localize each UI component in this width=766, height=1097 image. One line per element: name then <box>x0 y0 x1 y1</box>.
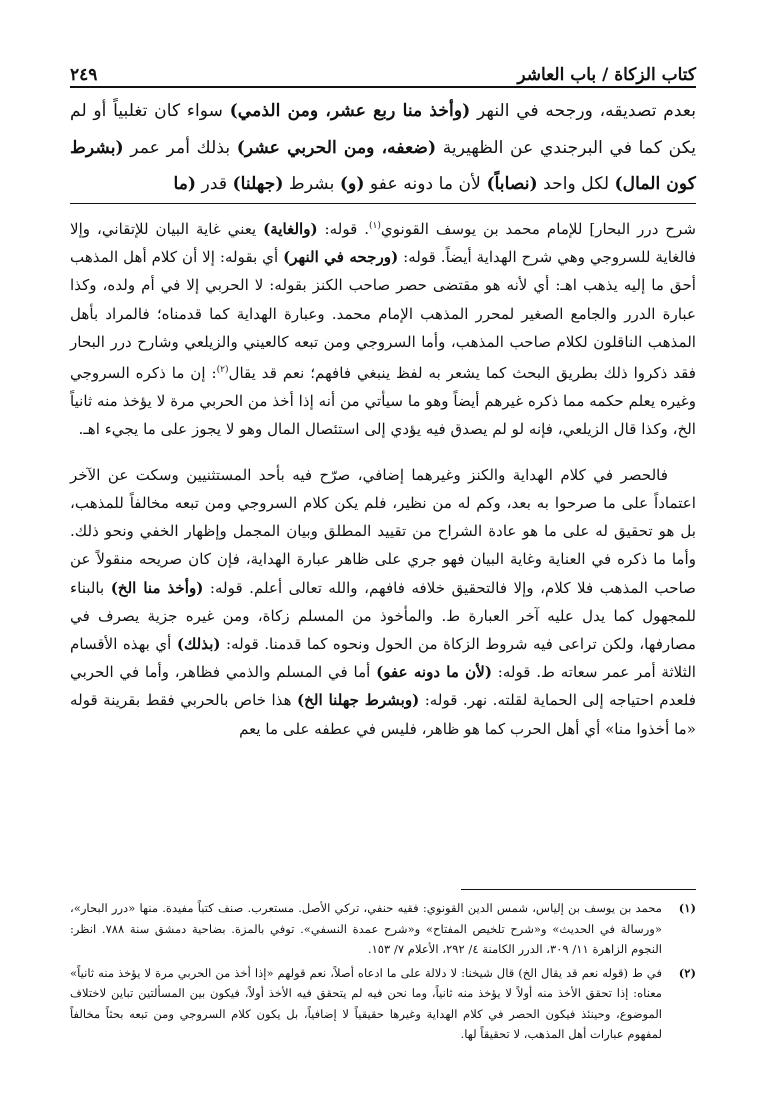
text-run: . قوله: <box>317 220 369 239</box>
footnote-rule <box>461 889 696 890</box>
text-run: بعدم تصديقه، ورجحه في النهر <box>470 101 696 121</box>
text-run: أي بقوله: إلا أن كلام أهل المذهب أحق ما إليه يذهب اهـ: أي لأنه هو مقتضى حصر صاحب الكنز بقوله: لا الحربي إلا في أم ولده، وكذا عبارة الدرر والجامع الصغير لمحرر المذهب الإمام محمد. وعبارة الهداية كما قدمناه؛ فالمراد بأهل المذهب الناقلون لكلام صاحب المذهب، وأما السروجي ومن تبعه كالعيني والزيلعي وشارح درر البحار فقد ذكروا ذلك بطريق البحث كما يشعر به لفظ ينبغي فافهم؛ نعم قد يقال <box>70 248 696 383</box>
sharh-commentary <box>70 212 696 743</box>
text-run: يعني غاية البيان للإتقاني، وإلا فالغاية للسروجي وهي شرح الهداية أيضاً. قوله: <box>70 220 696 267</box>
text-run: : إن ما ذكره السروجي وغيره يعلم حكمه مما ذكره غيرهم أيضاً وهو ما سيأتي من أنه إذا أخذ من الحربي مرة لا يؤخذ منه ثانياً الخ، وكذا قال الزيلعي، فإنه لو لم يصدق فيه يؤدي إلى استئصال المال وهو لا يجوز على ما يجيء اهـ. <box>70 364 696 439</box>
quoted-lemma: (جهلنا) <box>232 174 284 194</box>
quoted-lemma: (و) <box>339 174 365 194</box>
quoted-lemma: (ما <box>173 174 197 194</box>
quoted-lemma: (نصاباً) <box>486 174 538 194</box>
quoted-lemma: (والغاية) <box>263 220 318 239</box>
quoted-lemma: (وأخذ منا الخ) <box>110 578 204 597</box>
text-run: أما في المسلم والذمي فظاهر، وأما في الحربي فلعدم احتياجه إلى الحماية لقلته. نهر. قوله: <box>70 663 696 710</box>
text-run: هذا خاص بالحربي فقط بقرينة قوله «ما أخذوا منا» أي أهل الحرب كما هو ظاهر، فليس في عطفه على ما يعم <box>70 691 696 738</box>
text-run: فالحصر في كلام الهداية والكنز وغيرهما إضافي، صرّح فيه بأحد المستثنيين وسكت عن الآخر اعتماداً على ما صرحوا به بعد، وكم له من نظير، فلم يكن كلام السروجي ومن تبعه مخالفاً للمذهب، بل هو تحقيق له على ما هو عادة الشراح من تقييد المطلق وبيان المجمل وإظهار الخفي ونحو ذلك. وأما ما ذكره في العناية وغاية البيان فهو جري على ظاهر عبارة الهداية، فإن كان صريحه منقولاً عن صاحب المذهب فلا كلام، وإلا فالتحقيق خلافه فافهم، والله تعالى أعلم. قوله: <box>70 465 696 597</box>
text-run: شرح درر البحار] للإمام محمد بن يوسف القونوي <box>380 220 696 239</box>
footnote-marker: (١) <box>678 901 696 915</box>
quoted-lemma: (وبشرط جهلنا الخ) <box>297 691 420 710</box>
text-run: سواء كان تغلبياً أو لم يكن كما في البرجندي عن الظهيرية <box>70 101 696 158</box>
text-run: لأن ما دونه عفو <box>364 174 487 194</box>
footnote-reference: (١) <box>369 221 381 231</box>
quoted-lemma: (وأخذ منا ربع عشر، ومن الذمي) <box>229 101 471 121</box>
quoted-lemma: (ورجحه في النهر) <box>283 248 399 267</box>
footnote-2 <box>70 963 696 1045</box>
footnote-1 <box>70 898 696 960</box>
footnote-text: محمد بن يوسف بن إلياس، شمس الدين القونوي: فقيه حنفي، تركي الأصل. مستعرب. صنف كتباً مفيدة. منها «درر البحار»، «ورسالة في الحديث» و«شرح تلخيص المفتاح» و«شرح عمدة النسفي». توفي بالمزة. بضاحية دمشق سنة ٧٨٨. انظر: النجوم الزاهرة ١١/ ٣٠٩، الدرر الكامنة ٤/ ٢٩٢، الأعلام ٧/ ١٥٣. <box>70 901 662 956</box>
commentary-paragraph-2 <box>70 461 696 743</box>
page-number: ٢٤٩ <box>70 65 98 85</box>
running-title: كتاب الزكاة / باب العاشر <box>517 65 696 85</box>
quoted-lemma: (لأن ما دونه عفو) <box>376 663 493 682</box>
text-run: أي بهذه الأقسام الثلاثة أمر عمر سعاته ط. قوله: <box>70 634 697 682</box>
footnotes <box>70 898 696 1048</box>
footnote-marker: (٢) <box>678 965 696 980</box>
quoted-lemma: (بشرط كون المال) <box>70 137 696 194</box>
page-header <box>70 55 696 85</box>
header-rule <box>70 86 696 88</box>
matn-text <box>70 93 696 203</box>
text-run: بالبناء للمجهول كما يدل عليه آخر العبارة ط. والمأخوذ من المسلم زكاة، ومن غيره جزية يصرف في مصارفها، ولكن تراعى فيه شروط الزكاة من الحول ونحوه كما قدمنا. قوله: <box>70 578 696 653</box>
text-run: لكل واحد <box>537 174 615 194</box>
quoted-lemma: (ضعفه، ومن الحربي عشر) <box>236 137 437 158</box>
text-run: قدر <box>196 174 233 194</box>
footnote-reference: (٢) <box>216 365 229 376</box>
quoted-lemma: (بذلك) <box>176 634 221 653</box>
text-run: بشرط <box>283 174 340 194</box>
footnote-text: في ط (قوله نعم قد يقال الخ) قال شيخنا: لا دلالة على ما ادعاه أصلاً، نعم قولهم «إذا أخذ من الحربي مرة لا يؤخذ منه ثانياً» معناه: إذا تحقق الأخذ منه أولاً لا يؤخذ منه ثانياً، وما نحن فيه لم يتحقق فيه الأخذ أولاً، فيكون بين المسألتين تباين لاختلاف الموضوع، وحينئذ فيكون الحصر في كلام الهداية وغيرها حقيقياً لا إضافياً، بل يكون كلام السروجي ومن تبعه بحثاً مخالفاً لمفهوم عبارات أهل المذهب، لا تحقيقاً لها. <box>70 965 662 1041</box>
matn-separator-rule <box>70 203 696 204</box>
text-run: بذلك أمر عمر <box>123 137 237 158</box>
commentary-paragraph-1 <box>70 212 696 444</box>
